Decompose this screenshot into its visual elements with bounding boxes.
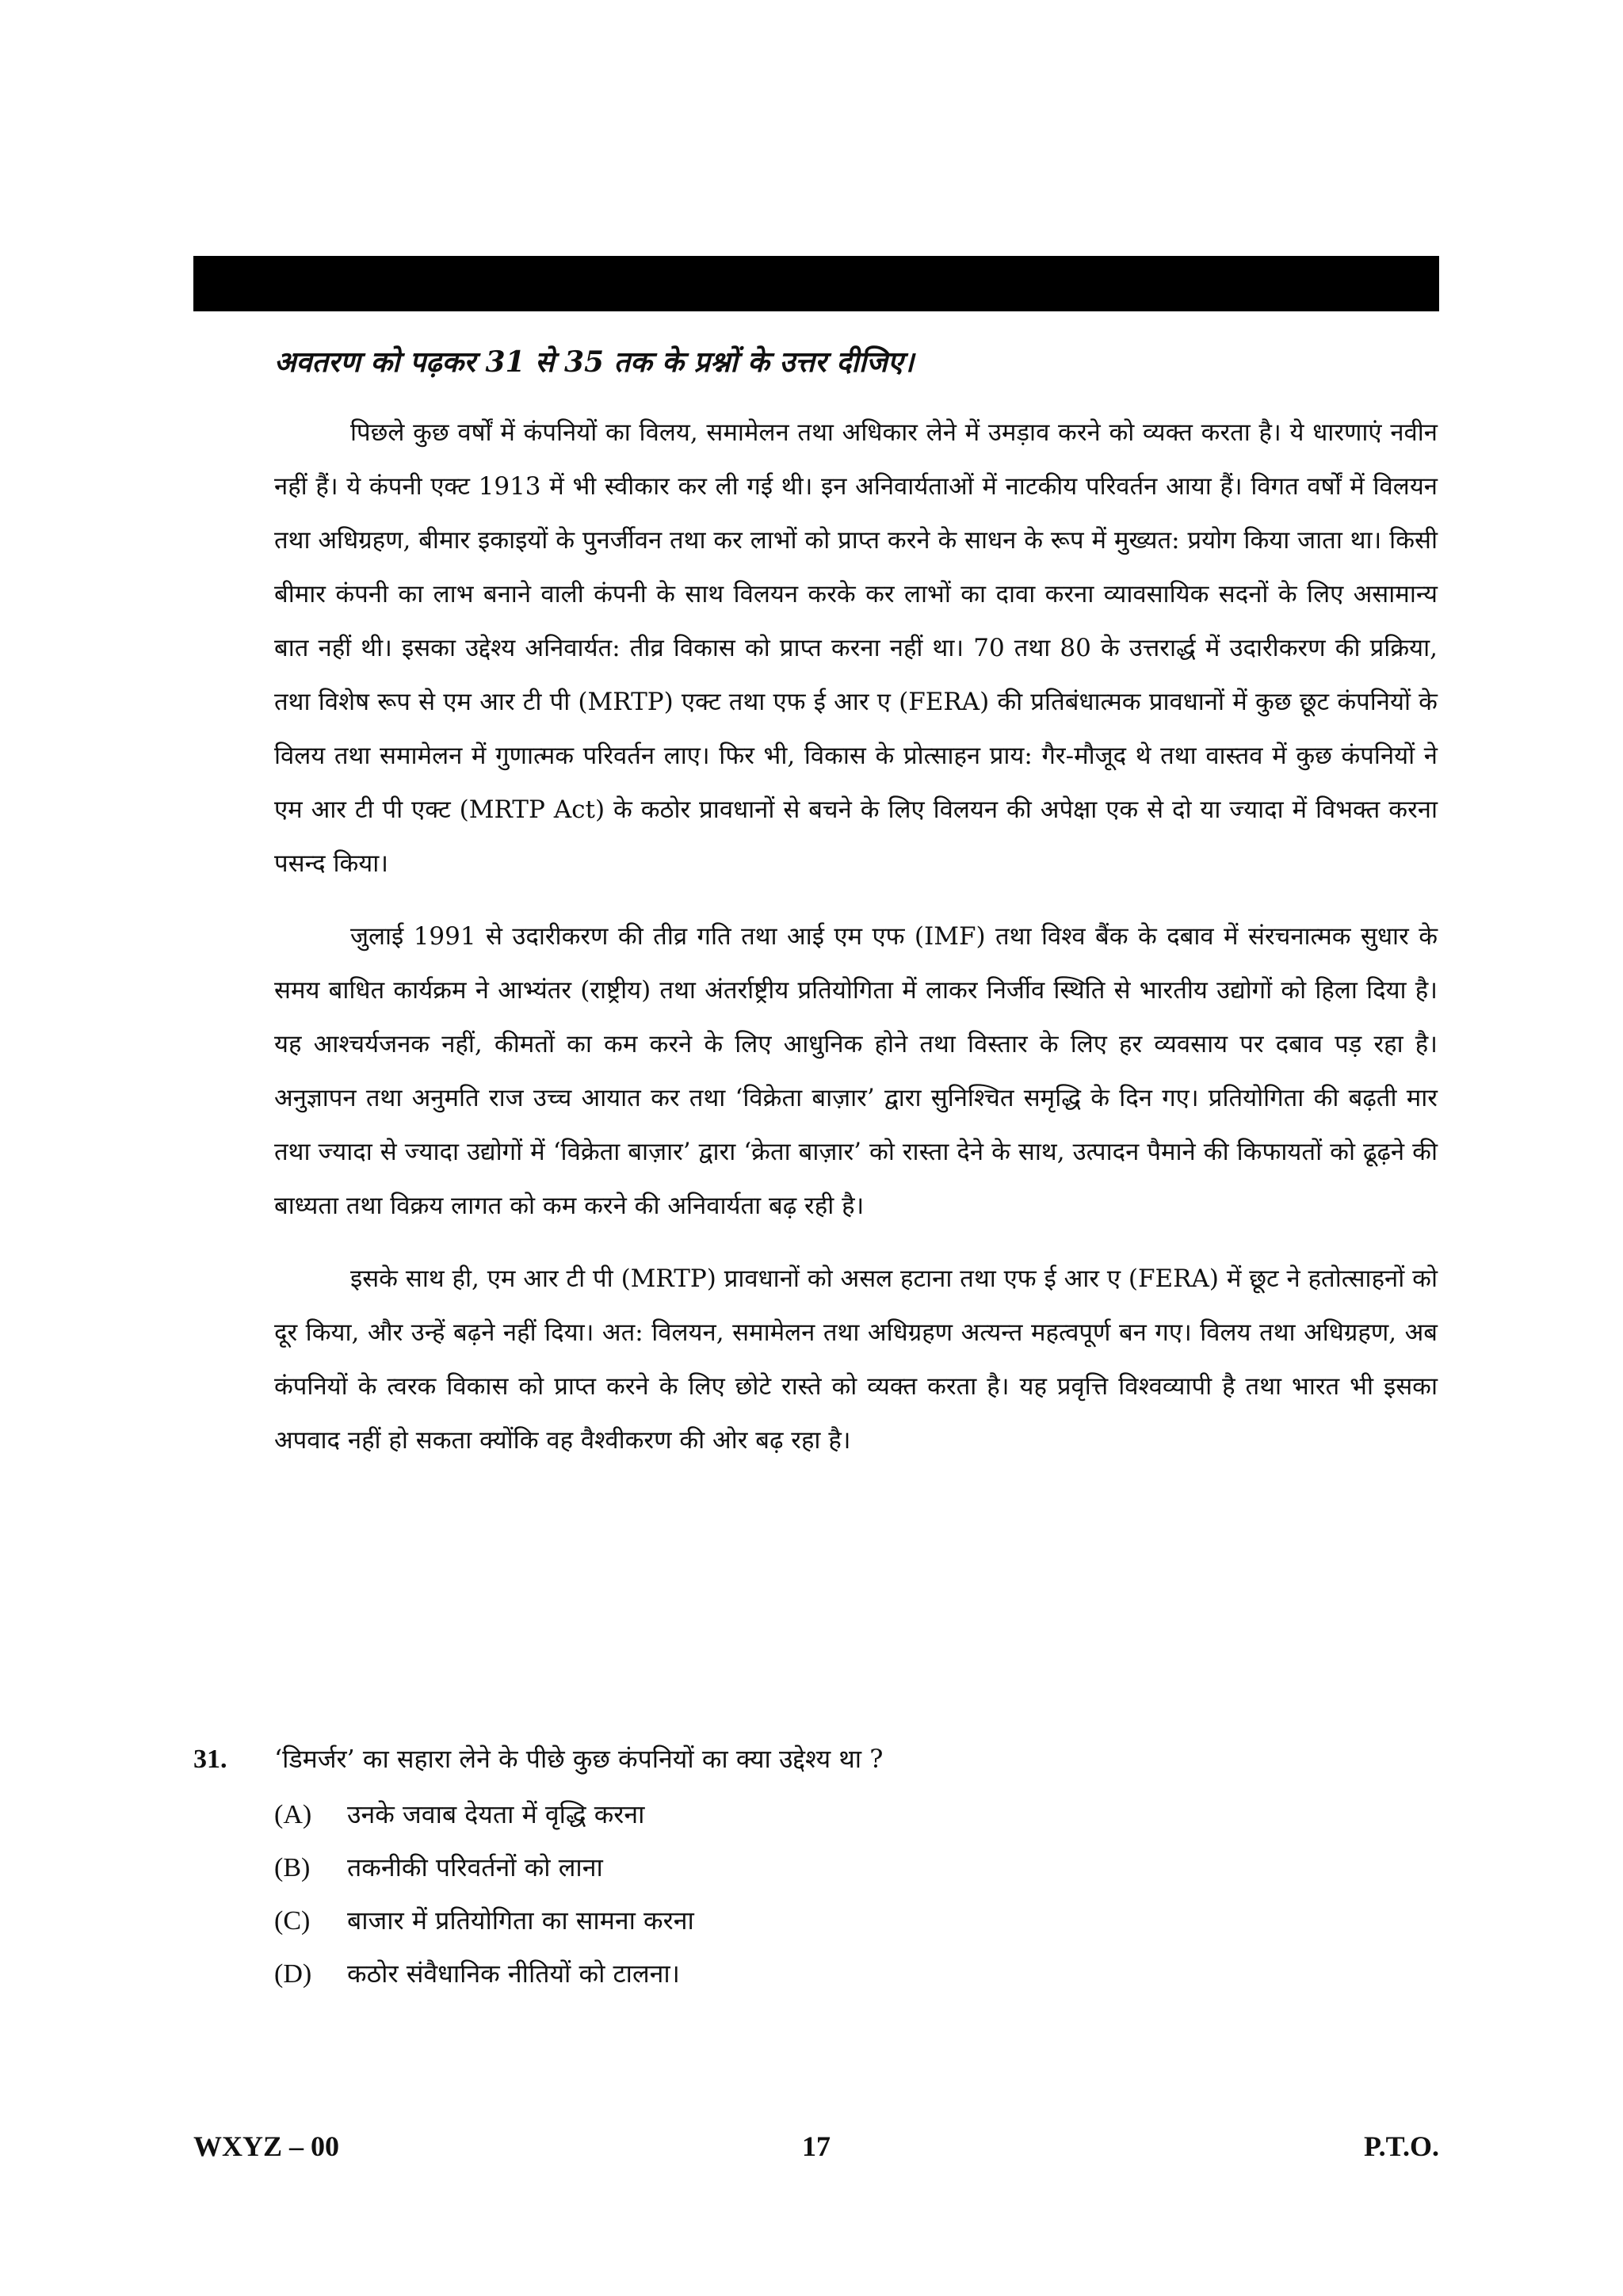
passage bbox=[274, 406, 1438, 1486]
question-stem bbox=[193, 1733, 1438, 1785]
question-31 bbox=[193, 1733, 1438, 2000]
question-number: 31. bbox=[193, 1745, 227, 1774]
option-text: तकनीकी परिवर्तनों को लाना bbox=[347, 1852, 603, 1882]
option-label: (B) bbox=[274, 1853, 311, 1882]
passage-paragraph: इसके साथ ही, एम आर टी पी (MRTP) प्रावधानों को असल हटाना तथा एफ ई आर ए (FERA) में छूट ने हतोत्साहनों को दूर किया, और उन्हें बढ़ने नहीं दिया। अत: विलयन, समामेलन तथा अधिग्रहण अत्यन्त महत्वपूर्ण बन गए। विलय तथा अधिग्रहण, अब कंपनियों के त्वरक विकास को प्राप्त करने के लिए छोटे रास्ते को व्यक्त करता है। यह प्रवृत्ति विश्वव्यापी है तथा भारत भी इसका अपवाद नहीं हो सकता क्योंकि वह वैश्वीकरण की ओर बढ़ रहा है। bbox=[274, 1264, 1438, 1455]
option-label: (C) bbox=[274, 1906, 311, 1936]
passage-instruction: अवतरण को पढ़कर 31 से 35 तक के प्रश्नों के उत्तर दीजिए। bbox=[274, 345, 915, 379]
option-list bbox=[274, 1788, 1438, 2000]
question-text: ‘डिमर्जर’ का सहारा लेने के पीछे कुछ कंपनियों का क्या उद्देश्य था ? bbox=[274, 1744, 884, 1774]
passage-paragraph: जुलाई 1991 से उदारीकरण की तीव्र गति तथा आई एम एफ (IMF) तथा विश्व बैंक के दबाव में संरचनात्मक सुधार के समय बाधित कार्यक्रम ने आभ्यंतर (राष्ट्रीय) तथा अंतर्राष्ट्रीय प्रतियोगिता में लाकर निर्जीव स्थिति से भारतीय उद्योगों को हिला दिया है। यह आश्चर्यजनक नहीं, कीमतों का कम करने के लिए आधुनिक होने तथा विस्तार के लिए हर व्यवसाय पर दबाव पड़ रहा है। अनुज्ञापन तथा अनुमति राज उच्च आयात कर तथा ‘विक्रेता बाज़ार’ द्वारा सुनिश्चित समृद्धि के दिन गए। प्रतियोगिता की बढ़ती मार तथा ज्यादा से ज्यादा उद्योगों में ‘विक्रेता बाज़ार’ द्वारा ‘क्रेता बाज़ार’ को रास्ता देने के साथ, उत्पादन पैमाने की किफायतों को ढूढ़ने की बाध्यता तथा विक्रय लागत को कम करने की अनिवार्यता बढ़ रही है। bbox=[274, 922, 1438, 1220]
option-text: कठोर संवैधानिक नीतियों को टालना। bbox=[347, 1958, 680, 1989]
paper-code: WXYZ – 00 bbox=[193, 2130, 340, 2162]
header-bar bbox=[193, 256, 1439, 311]
option-text: बाजार में प्रतियोगिता का सामना करना bbox=[347, 1905, 694, 1936]
page-footer bbox=[193, 2130, 1439, 2169]
option-label: (A) bbox=[274, 1800, 312, 1829]
pto-label: P.T.O. bbox=[1363, 2130, 1439, 2162]
option-c bbox=[274, 1894, 1438, 1947]
passage-paragraph: पिछले कुछ वर्षों में कंपनियों का विलय, समामेलन तथा अधिकार लेने में उमड़ाव करने को व्यक्त करता है। ये धारणाएं नवीन नहीं हैं। ये कंपनी एक्ट 1913 में भी स्वीकार कर ली गई थी। इन अनिवार्यताओं में नाटकीय परिवर्तन आया हैं। विगत वर्षों में विलयन तथा अधिग्रहण, बीमार इकाइयों के पुनर्जीवन तथा कर लाभों को प्राप्त करने के साधन के रूप में मुख्यत: प्रयोग किया जाता था। किसी बीमार कंपनी का लाभ बनाने वाली कंपनी के साथ विलयन करके कर लाभों का दावा करना व्यावसायिक सदनों के लिए असामान्य बात नहीं थी। इसका उद्देश्य अनिवार्यत: तीव्र विकास को प्राप्त करना नहीं था। 70 तथा 80 के उत्तरार्द्ध में उदारीकरण की प्रक्रिया, तथा विशेष रूप से एम आर टी पी (MRTP) एक्ट तथा एफ ई आर ए (FERA) की प्रतिबंधात्मक प्रावधानों में कुछ छूट कंपनियों के विलय तथा समामेलन में गुणात्मक परिवर्तन लाए। फिर भी, विकास के प्रोत्साहन प्राय: गैर-मौजूद थे तथा वास्तव में कुछ कंपनियों ने एम आर टी पी एक्ट (MRTP Act) के कठोर प्रावधानों से बचने के लिए विलयन की अपेक्षा एक से दो या ज्यादा में विभक्त करना पसन्द किया। bbox=[274, 418, 1438, 878]
option-label: (D) bbox=[274, 1959, 312, 1989]
option-text: उनके जवाब देयता में वृद्धि करना bbox=[347, 1799, 645, 1829]
option-d bbox=[274, 1947, 1438, 2000]
page-number: 17 bbox=[802, 2130, 831, 2162]
option-a bbox=[274, 1788, 1438, 1841]
option-b bbox=[274, 1841, 1438, 1894]
